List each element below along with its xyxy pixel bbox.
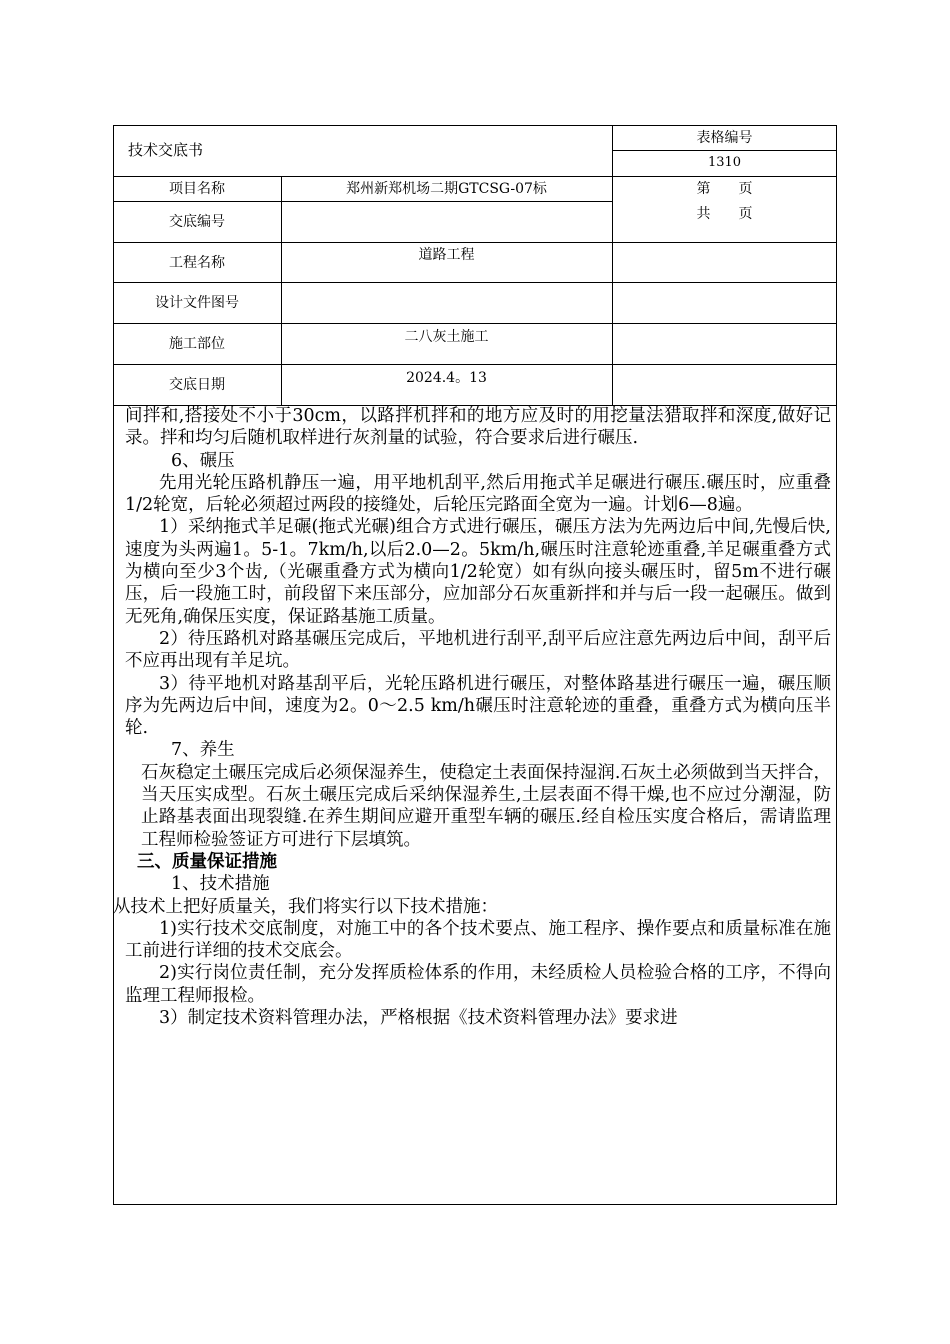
disclosure-date-label: 交底日期 xyxy=(169,377,225,393)
body-paragraph: 3）制定技术资料管理办法，严格根据《技术资料管理办法》要求进 xyxy=(159,1008,678,1029)
body-paragraph: 1)实行技术交底制度，对施工中的各个技术要点、施工程序、操作要点和质量标准在施工前进行详细的技术交底会。 xyxy=(125,918,831,962)
body-paragraph: 先用光轮压路机静压一遍，用平地机刮平,然后用拖式羊足碾进行碾压.碾压时，应重叠1/2轮宽，后轮必须超过两段的接缝处，后轮压完路面全宽为一遍。计划6—8遍。 xyxy=(125,472,831,516)
form-number-value: 1310 xyxy=(707,155,742,170)
total-pages-label: 共 页 xyxy=(696,206,753,222)
rule xyxy=(113,323,837,324)
rule xyxy=(113,364,837,365)
body-paragraph: 间拌和,搭接处不小于30cm，以路拌机拌和的地方应及时的用挖量法猎取拌和深度,做好记录。拌和均匀后随机取样进行灰剂量的试验，符合要求后进行碾压. xyxy=(125,406,831,449)
disclosure-number-label: 交底编号 xyxy=(169,214,225,230)
project-name-label: 项目名称 xyxy=(169,181,225,197)
engineering-name-value: 道路工程 xyxy=(418,247,475,263)
disclosure-body xyxy=(113,405,837,1205)
rule xyxy=(113,242,837,243)
document-title: 技术交底书 xyxy=(128,141,204,159)
body-paragraph: 从技术上把好质量关，我们将实行以下技术措施： xyxy=(113,896,498,917)
engineering-name-label: 工程名称 xyxy=(169,255,225,271)
rule xyxy=(113,176,837,177)
rule xyxy=(113,282,837,283)
section-heading-rolling: 6、碾压 xyxy=(171,450,235,471)
body-paragraph: 3）待平地机对路基刮平后，光轮压路机进行碾压，对整体路基进行碾压一遍，碾压顺序为先两边后中间，速度为2。0～2.5 km/h碾压时注意轮迹的重叠，重叠方式为横向压半轮. xyxy=(125,673,831,739)
rule xyxy=(612,150,837,151)
construction-part-value: 二八灰土施工 xyxy=(404,329,489,345)
body-paragraph: 2)实行岗位责任制，充分发挥质检体系的作用，未经质检人员检验合格的工序，不得向监理工程师报检。 xyxy=(125,963,831,1006)
body-paragraph: 石灰稳定土碾压完成后必须保湿养生，使稳定土表面保持湿润.石灰土必须做到当天拌合，当天压实成型。石灰土碾压完成后采纳保湿养生,土层表面不得干燥,也不应过分潮湿，防止路基表面出现裂缝.在养生期间应避开重型车辆的碾压.经自检压实度合格后，需请监理工程师检验签证方可进行下层填筑。 xyxy=(141,762,831,850)
form-number-label: 表格编号 xyxy=(696,130,753,146)
body-paragraph: 1）采纳拖式羊足碾(拖式光碾)组合方式进行碾压，碾压方法为先两边后中间,先慢后快,速度为头两遍1。5-1。7km/h,以后2.0—2。5km/h,碾压时注意轮迹重叠,羊足碾重叠方式为横向至少3个齿,（光碾重叠方式为横向1/2轮宽）如有纵向接头碾压时，留5m不进行碾压，后一段施工时，前段留下来压部分，应加部分石灰重新拌和并与后一段一起碾压。做到无死角,确保压实度，保证路基施工质量。 xyxy=(125,517,831,627)
section-heading-quality: 三、质量保证措施 xyxy=(137,851,277,872)
body-paragraph: 2）待压路机对路基碾压完成后，平地机进行刮平,刮平后应注意先两边后中间，刮平后不应再出现有羊足坑。 xyxy=(125,628,831,672)
disclosure-date-value: 2024.4。13 xyxy=(406,370,487,386)
section-heading-technical-measures: 1、技术措施 xyxy=(171,874,270,895)
design-drawing-number-label: 设计文件图号 xyxy=(155,295,239,311)
section-heading-curing: 7、养生 xyxy=(171,740,235,761)
construction-part-label: 施工部位 xyxy=(169,336,225,352)
rule xyxy=(113,201,612,202)
project-name-value: 郑州新郑机场二期GTCSG-07标 xyxy=(346,181,547,197)
page-number-label: 第 页 xyxy=(696,181,753,197)
